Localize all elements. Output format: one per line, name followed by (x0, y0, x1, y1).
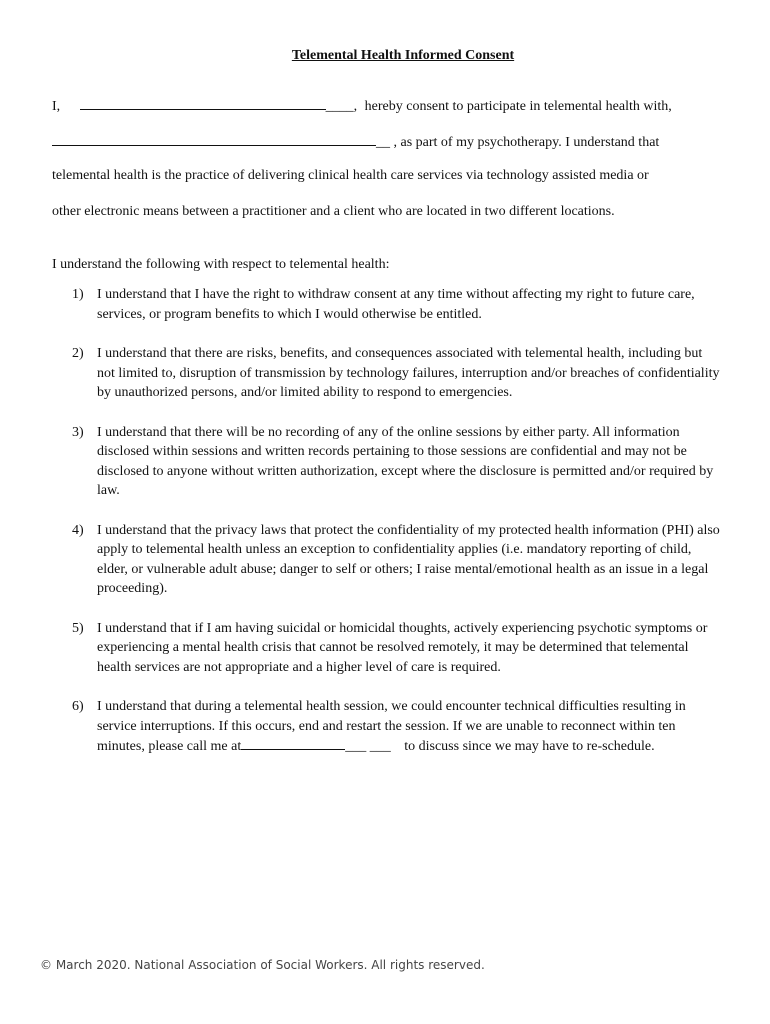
consent-line-3: telemental health is the practice of delivering clinical health care services via technology assisted media or (52, 168, 649, 183)
consent-line1-start: I, (52, 99, 61, 114)
phone-blank-tail: ___ ___ (345, 739, 391, 754)
list-intro: I understand the following with respect to telemental health: (52, 257, 390, 272)
item-text: I understand that there are risks, benefits, and consequences associated with telemental health, including but not limited to, disruption of transmission by technology failures, interruption and/or breaches of confidentiality by unauthorized persons, and/or limited ability to respond to emergencies. (97, 346, 720, 400)
item-number: 5) (72, 620, 84, 636)
list-item (72, 521, 722, 599)
client-name-blank-tail: ____, (325, 99, 358, 114)
list-item (72, 697, 722, 757)
list-item (72, 344, 722, 403)
item-text: I understand that if I am having suicidal or homicidal thoughts, actively experiencing psychotic symptoms or experiencing a mental health crisis that cannot be resolved remotely, it may be determined that telemental health services are not appropriate and a higher level of care is required. (97, 620, 708, 675)
client-name-blank[interactable] (80, 96, 326, 110)
practitioner-name-blank[interactable] (52, 132, 376, 146)
item-number: 2) (72, 346, 84, 361)
item-text-after-blank: to discuss since we may have to re-schedule. (404, 739, 655, 754)
list-item (72, 285, 722, 324)
item-number: 1) (72, 287, 84, 302)
item-number: 6) (72, 699, 84, 714)
consent-line-1 (52, 96, 672, 115)
consent-line1-end: hereby consent to participate in telemental health with, (364, 99, 672, 114)
consent-items-list (72, 285, 722, 777)
list-item (72, 619, 722, 678)
item-text-before-blank: I understand that during a telemental health session, we could encounter technical difficulties resulting in service interruptions. If this occurs, end and restart the session. If we are unable to reconnect within ten minutes, please call me at (97, 699, 686, 754)
item-text: I understand that the privacy laws that protect the confidentiality of my protected health information (PHI) also apply to telemental health unless an exception to confidentiality applies (i.e. mandatory reporting of child, elder, or vulnerable adult abuse; danger to self or others; I raise mental/emotional health as an issue in a legal proceeding). (97, 522, 720, 596)
consent-line-2 (52, 132, 659, 151)
item-number: 4) (72, 522, 84, 538)
phone-number-blank[interactable] (241, 736, 345, 750)
practitioner-blank-tail: __ (376, 135, 390, 150)
copyright-footer: © March 2020. National Association of Social Workers. All rights reserved. (40, 958, 485, 972)
item-number: 3) (72, 424, 84, 440)
item-text: I understand that I have the right to withdraw consent at any time without affecting my right to future care, services, or program benefits to which I would otherwise be entitled. (97, 287, 695, 322)
consent-line-4: other electronic means between a practitioner and a client who are located in two different locations. (52, 204, 615, 219)
item-text: I understand that there will be no recording of any of the online sessions by either party. All information disclosed within sessions and written records pertaining to those sessions are confidential and may not be disclosed to anyone without written authorization, except where the disclosure is permitted and/or required by law. (97, 424, 714, 498)
document-title: Telemental Health Informed Consent (291, 48, 515, 63)
consent-line2-end: , as part of my psychotherapy. I understand that (393, 135, 660, 150)
list-item (72, 423, 722, 501)
